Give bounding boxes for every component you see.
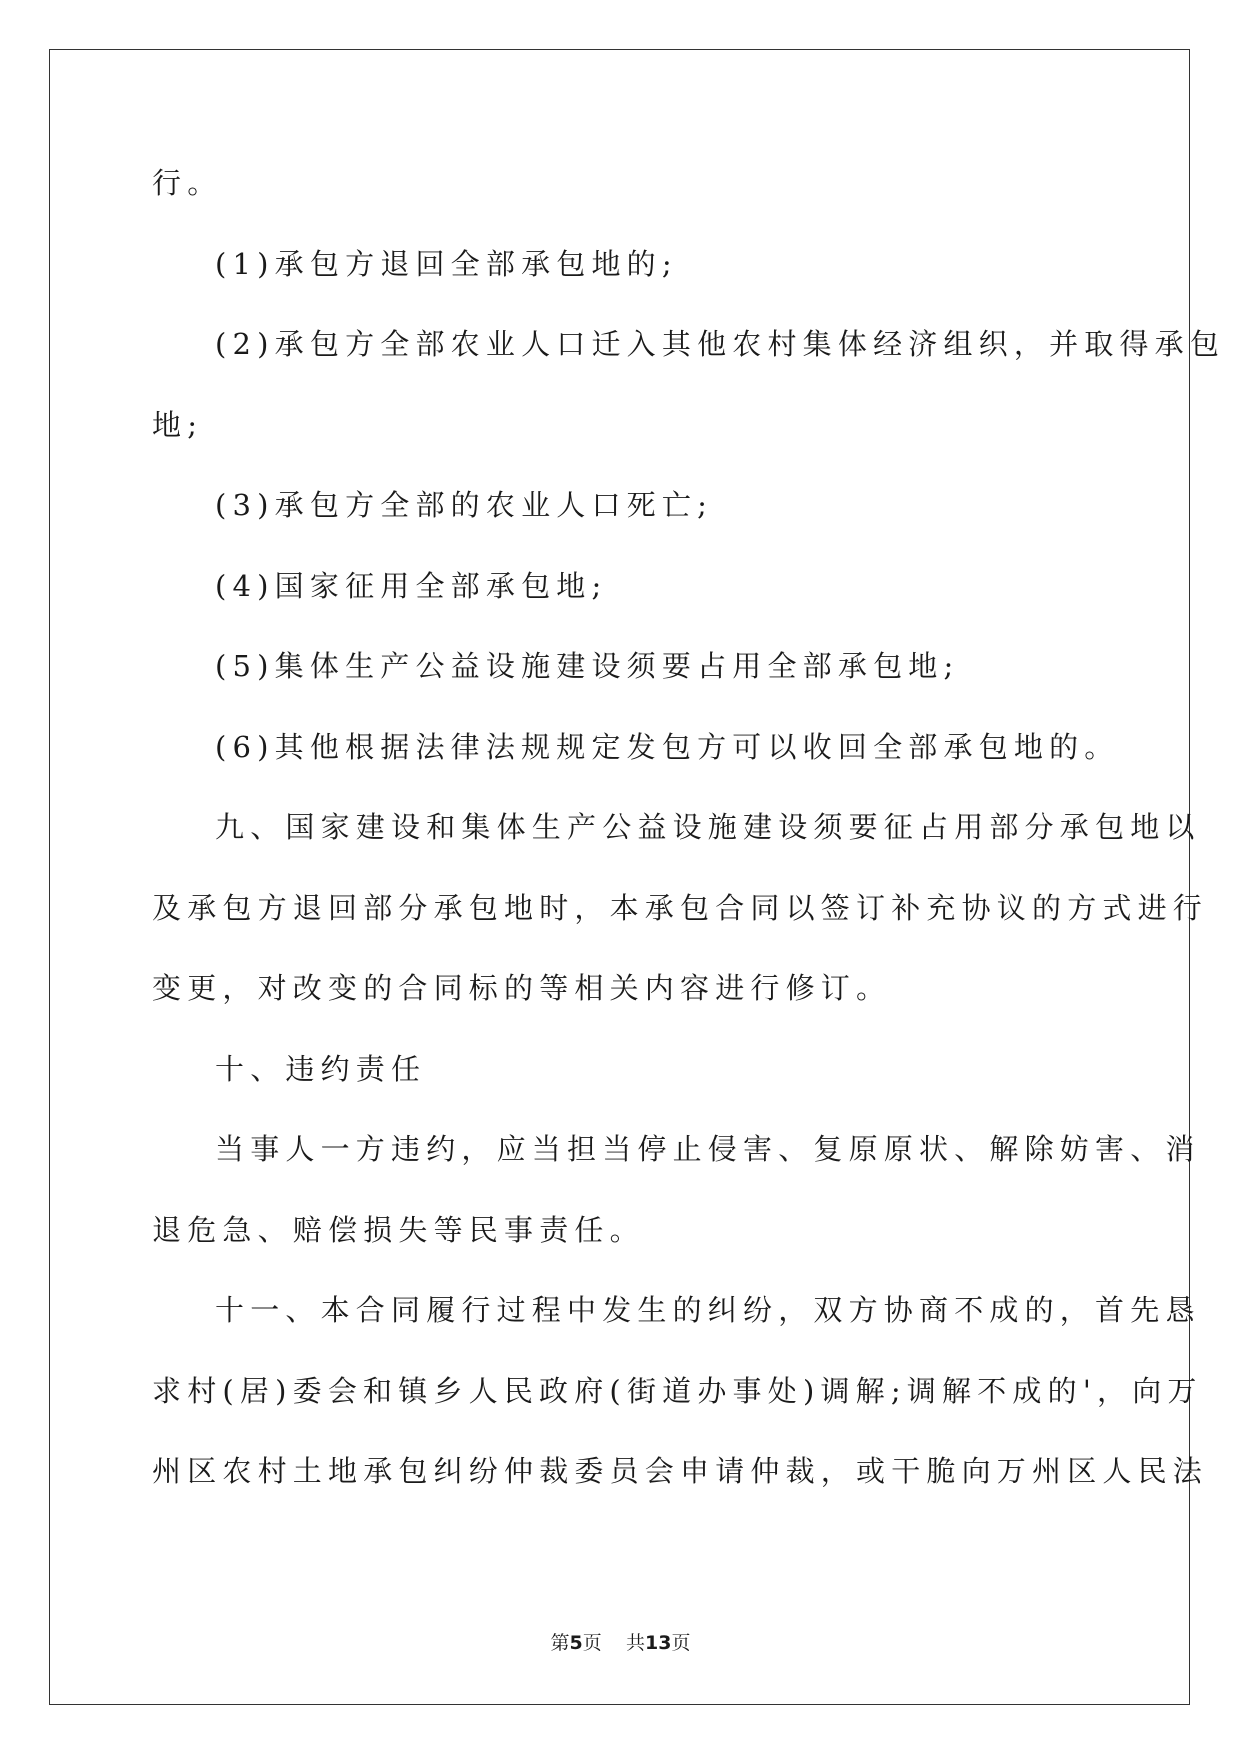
page-suffix: 页 xyxy=(582,1632,602,1654)
text-line: 求村(居)委会和镇乡人民政府(街道办事处)调解;调解不成的'，向万 xyxy=(152,1373,1203,1408)
text-line: 退危急、赔偿损失等民事责任。 xyxy=(152,1212,645,1247)
text-line: 当事人一方违约，应当担当停止侵害、复原原状、解除妨害、消 xyxy=(215,1132,1201,1166)
page-footer xyxy=(0,1632,1241,1654)
text-line: 十、违约责任 xyxy=(215,1051,427,1086)
text-line: 及承包方退回部分承包地时，本承包合同以签订补充协议的方式进行 xyxy=(152,890,1209,925)
text-line: 变更，对改变的合同标的等相关内容进行修订。 xyxy=(152,971,892,1005)
text-line: (5)集体生产公益设施建设须要占用全部承包地; xyxy=(215,649,960,683)
text-line: (6)其他根据法律法规规定发包方可以收回全部承包地的。 xyxy=(215,729,1120,764)
page-prefix: 第 xyxy=(550,1632,570,1654)
text-line: 行。 xyxy=(152,166,223,200)
document-body xyxy=(152,166,1226,1537)
text-line: 州区农村土地承包纠纷仲裁委员会申请仲裁，或干脆向万州区人民法 xyxy=(152,1454,1209,1488)
text-line: (2)承包方全部农业人口迁入其他农村集体经济组织，并取得承包 xyxy=(215,327,1226,361)
text-line: 地; xyxy=(152,407,204,442)
text-line: (4)国家征用全部承包地; xyxy=(215,568,608,603)
text-line: 十一、本合同履行过程中发生的纠纷，双方协商不成的，首先恳 xyxy=(215,1293,1201,1327)
total-prefix: 共 xyxy=(625,1632,645,1654)
total-pages: 13 xyxy=(644,1632,672,1654)
total-suffix: 页 xyxy=(671,1632,691,1654)
text-line: (3)承包方全部的农业人口死亡; xyxy=(215,488,714,522)
text-line: 九、国家建设和集体生产公益设施建设须要征占用部分承包地以 xyxy=(215,810,1201,844)
text-line: (1)承包方退回全部承包地的; xyxy=(215,246,678,281)
page-number: 5 xyxy=(569,1632,583,1654)
